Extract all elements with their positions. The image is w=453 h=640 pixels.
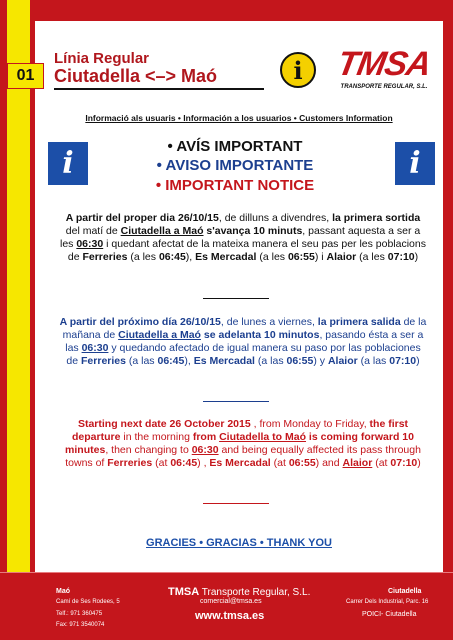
notice-sheet	[35, 21, 443, 572]
tmsa-logo	[336, 44, 432, 96]
footer-city-right: Ciutadella	[388, 588, 422, 595]
thanks-link[interactable]: GRACIES • GRACIAS • THANK YOU	[146, 537, 332, 549]
info-strip: Informació als usuaris • Información a los usuarios • Customers Information	[85, 113, 393, 123]
footer-email-link[interactable]: comercial@tmsa.es	[200, 598, 262, 605]
info-circle-icon: i	[280, 52, 316, 88]
paragraph-spanish: A partir del próximo día 26/10/15, de lunes a viernes, la primera salida de la mañana de Ciutadella a Maó se adelanta 10 minutos, pasando ésta a ser a las 06:30 y quedando afectado de igual manera su paso por las poblaciones de Ferreries (a las 06:45), Es Mercadal (a las 06:55) y Alaior (a las 07:10)	[59, 316, 427, 367]
notice-spanish: • AVISO IMPORTANTE	[156, 157, 314, 174]
logo-text: TMSA	[334, 45, 434, 83]
footer-address-left: Camí de Ses Rodees, 5	[56, 599, 120, 605]
info-box-icon-left: i	[48, 142, 88, 185]
separator-english	[203, 503, 269, 504]
separator-catalan	[203, 298, 269, 299]
paragraph-catalan: A partir del proper dia 26/10/15, de dilluns a divendres, la primera sortida del matí de Ciutadella a Maó s'avança 10 minuts, passant aquesta a ser a les 06:30 i quedant afectat de la mateixa manera el seu pas per les poblacions de Ferreries (a les 06:45), Es Mercadal (a les 06:55) i Alaior (a les 07:10)	[60, 212, 426, 263]
footer-divider	[0, 572, 453, 573]
footer-telephone: Telf.: 971 360475	[56, 611, 103, 617]
separator-spanish	[203, 401, 269, 402]
footer-website-link[interactable]: www.tmsa.es	[195, 610, 265, 622]
line-title: Línia Regular	[54, 50, 150, 67]
notice-english: • IMPORTANT NOTICE	[155, 177, 315, 194]
info-box-icon-right: i	[395, 142, 435, 185]
route-underline	[54, 88, 264, 90]
notice-catalan: • AVÍS IMPORTANT	[167, 138, 303, 155]
route-name: Ciutadella <–> Maó	[54, 66, 218, 86]
logo-subtitle: TRANSPORTE REGULAR, S.L.	[340, 84, 428, 90]
paragraph-english: Starting next date 26 October 2015 , from Monday to Friday, the first departure in the morning from Ciutadella to Maó is coming forward 10 minutes, then changing to 06:30 and being equally affected its pass through towns of Ferreries (at 06:45) , Es Mercadal (at 06:55) and Alaior (at 07:10)	[65, 418, 421, 469]
footer-address-right: Carrer Dels Industrial, Parc. 16	[346, 599, 429, 605]
footer-company: TMSA Transporte Regular, S.L.	[168, 586, 311, 598]
route-number-badge: 01	[7, 63, 44, 89]
footer-city-left: Maó	[56, 588, 70, 595]
footer-fax: Fax: 971 3540074	[56, 622, 105, 628]
footer-poici: POICI- Ciutadella	[362, 611, 417, 618]
